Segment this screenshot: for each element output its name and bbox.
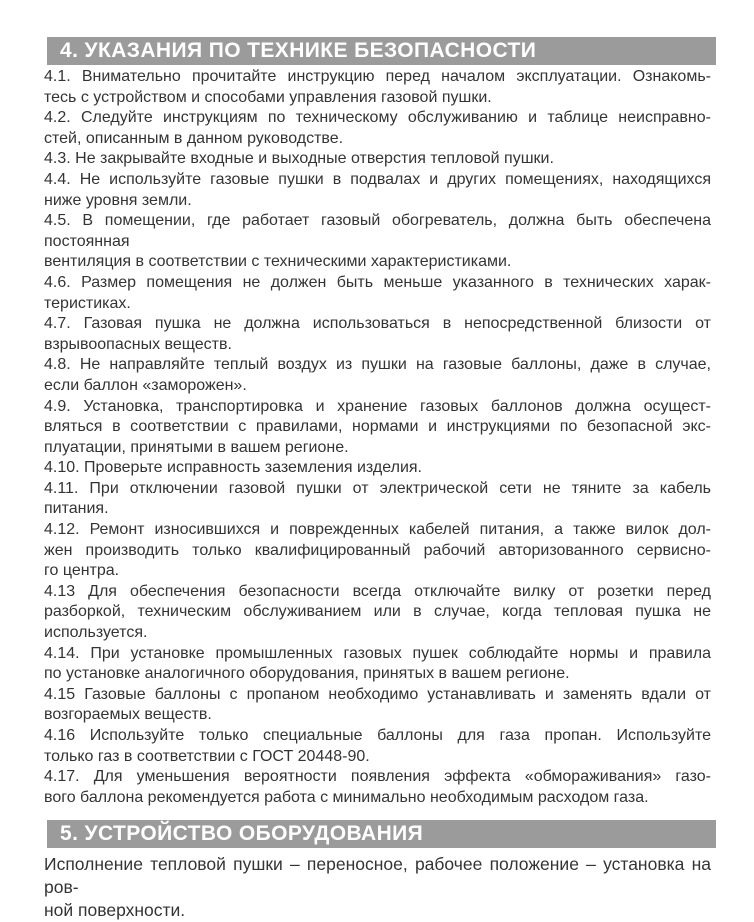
paragraph [44, 397, 711, 459]
text-line: го центра. [44, 562, 120, 580]
paragraph [44, 726, 711, 767]
text-line: 4.9. Установка, транспортировка и хранение газовых баллонов должна осущест- [44, 397, 711, 415]
section-4 [44, 37, 711, 808]
paragraph [44, 252, 711, 273]
text-line: вляться в соответствии с правилами, нормами и инструкциями по безопасной экс- [44, 418, 711, 436]
text-line: 4.10. Проверьте исправность заземления изделия. [44, 459, 422, 477]
paragraph [44, 582, 711, 644]
section-header: 4. УКАЗАНИЯ ПО ТЕХНИКЕ БЕЗОПАСНОСТИ [47, 37, 716, 65]
text-line: только газ в соответствии с ГОСТ 20448-90. [44, 747, 370, 765]
text-line: вого баллона рекомендуется работа с минимально необходимым расходом газа. [44, 788, 649, 806]
paragraph [44, 853, 711, 922]
text-line: 4.16 Используйте только специальные баллоны для газа пропан. Используйте [44, 727, 711, 744]
text-line: ной поверхности. [44, 900, 186, 921]
paragraph [44, 479, 711, 520]
text-line: 4.1. Внимательно прочитайте инструкцию перед началом эксплуатации. Ознакомь- [44, 68, 711, 85]
section-body [44, 67, 711, 808]
text-line: 4.5. В помещении, где работает газовый обогреватель, должна быть обеспечена [44, 212, 711, 230]
text-line: питания. [44, 500, 109, 518]
text-line: используется. [44, 624, 148, 642]
paragraph [44, 458, 711, 479]
paragraph [44, 355, 711, 396]
paragraph [44, 170, 711, 211]
text-line: разборкой, техническим обслуживанием или в случае, когда тепловая пушка не [44, 603, 711, 621]
text-line: 4.6. Размер помещения не должен быть меньше указанного в технических харак- [44, 273, 711, 291]
text-line: теристиках. [44, 294, 131, 312]
paragraph [44, 644, 711, 685]
text-line: Исполнение тепловой пушки – переносное, рабочее положение – установка на ров- [44, 854, 711, 898]
text-line: 4.14. При установке промышленных газовых пушек соблюдайте нормы и правила [44, 644, 711, 662]
text-line: 4.8. Не направляйте теплый воздух из пушки на газовые баллоны, даже в случае, [44, 356, 711, 374]
paragraph [44, 273, 711, 314]
text-line: 4.4. Не используйте газовые пушки в подвалах и других помещениях, находящихся [44, 170, 711, 188]
text-line: 4.17. Для уменьшения вероятности появления эффекта «обмораживания» газо- [44, 768, 711, 786]
text-line: возгораемых веществ. [44, 706, 212, 724]
text-line: по установке аналогичного оборудования, принятых в вашем регионе. [44, 665, 570, 683]
text-line: плуатации, принятыми в вашем регионе. [44, 438, 349, 456]
text-line: стей, описанным в данном руководстве. [44, 129, 344, 147]
text-line: 4.12. Ремонт износившихся и поврежденных кабелей питания, а также вилок дол- [44, 521, 711, 539]
text-line: жен производить только квалифицированный рабочий авторизованного сервисно- [44, 541, 711, 559]
paragraph [44, 520, 711, 582]
paragraph [44, 767, 711, 808]
text-line: 4.2. Следуйте инструкциям по техническому обслуживанию и таблице неисправно- [44, 109, 711, 127]
section-5 [44, 820, 711, 922]
text-line: 4.11. При отключении газовой пушки от электрической сети не тяните за кабель [44, 479, 711, 497]
section-body [44, 853, 711, 922]
paragraph [44, 108, 711, 149]
paragraph [44, 314, 711, 355]
paragraph [44, 67, 711, 108]
section-header: 5. УСТРОЙСТВО ОБОРУДОВАНИЯ [47, 820, 716, 848]
text-line: постоянная [44, 232, 130, 250]
text-line: ниже уровня земли. [44, 191, 192, 209]
paragraph [44, 685, 711, 726]
text-line: 4.15 Газовые баллоны с пропаном необходимо устанавливать и заменять вдали от [44, 685, 711, 703]
text-line: вентиляция в соответствии с техническими характеристиками. [44, 253, 512, 271]
paragraph [44, 149, 711, 170]
text-line: взрывоопасных веществ. [44, 335, 232, 353]
paragraph [44, 211, 711, 252]
text-line: 4.13 Для обеспечения безопасности всегда отключайте вилку от розетки перед [44, 582, 711, 600]
text-line: 4.7. Газовая пушка не должна использоваться в непосредственной близости от [44, 315, 711, 333]
text-line: 4.3. Не закрывайте входные и выходные отверстия тепловой пушки. [44, 150, 554, 168]
text-line: если баллон «заморожен». [44, 376, 247, 394]
text-line: тесь с устройством и способами управления газовой пушки. [44, 88, 492, 106]
